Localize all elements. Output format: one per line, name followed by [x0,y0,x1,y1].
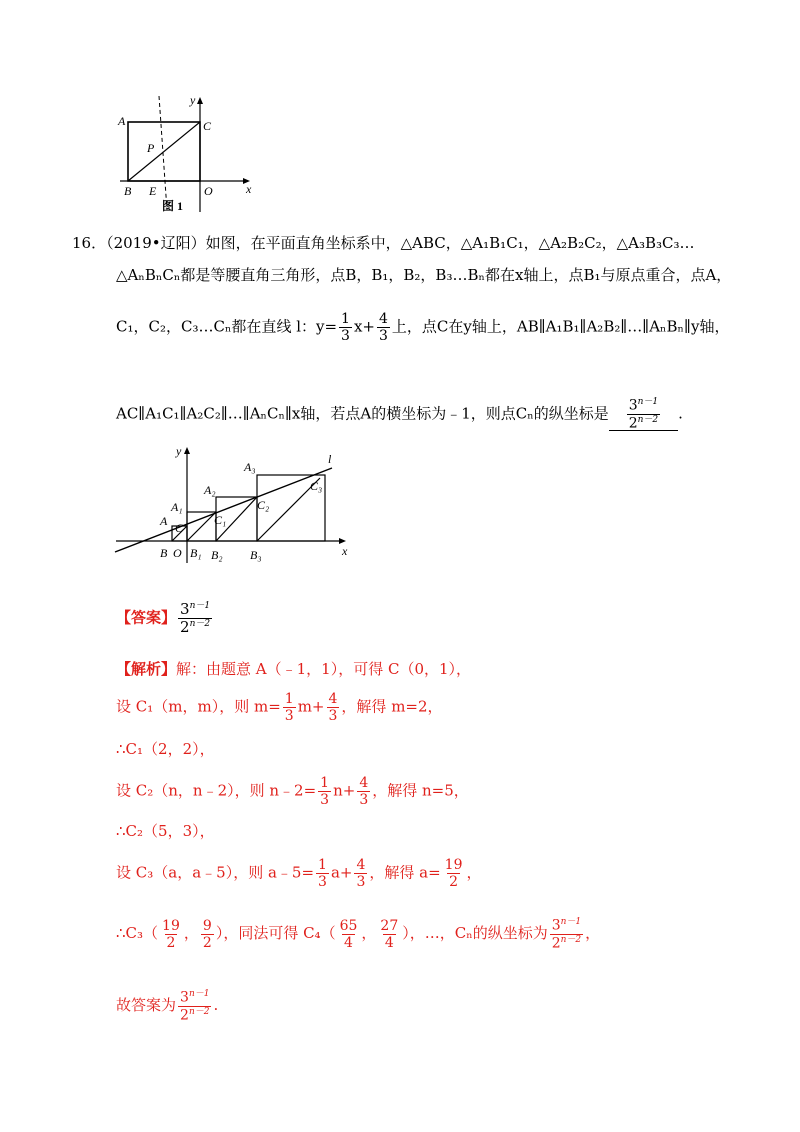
fig2-label-C1: C₁ [214,513,227,527]
fig2-label-C3: C₃ [310,479,323,493]
solution-line-4: 设 C₂（n，n﹣2），则 n﹣2= $\frac{1}{3}$ n+ $\frac{4}{3}$ ，解得 n=5， [116,775,469,808]
fig2-label-x: x [342,544,348,558]
solution-line-8: 故答案为 $\frac{3^{n-1}}{2^{n-2}}$ . [116,989,219,1024]
fraction-1-3: $\frac{1}{3}$ [341,311,350,344]
fig2-label-l: l [328,452,332,466]
fig2-label-C: C [175,521,184,535]
fig2-label-B: B [160,546,168,560]
fig1-label-O: O [204,184,213,198]
problem-line-1 [72,232,695,254]
fig1-label-C: C [203,119,212,133]
fig1-label-E: E [149,184,157,198]
fig2-label-A3: A₃ [244,460,256,474]
problem-number: 16． [72,234,107,252]
fig2-label-y: y [176,444,182,458]
fraction-4-3: $\frac{4}{3}$ [379,311,388,344]
solution-line-1: 【解析】解：由题意 A（﹣1，1），可得 C（0，1）， [116,660,472,678]
fig2-label-B3: B₃ [250,548,262,562]
solution-line-2: 设 C₁（m，m），则 m= $\frac{1}{3}$ m+ $\frac{4}{3}$ ，解得 m=2， [116,691,443,724]
problem-line-2: △AₙBₙCₙ都是等腰直角三角形，点B，B₁，B₂，B₃…Bₙ都在x轴上，点B₁与原点重合，点A， [116,266,732,284]
fig1-label-A: A [118,114,126,128]
answer-line [116,602,214,635]
fig2-label-A1: A₁ [171,500,183,514]
solution-line-5: ∴C₂（5，3）， [116,822,215,840]
figure-1 [112,92,262,217]
fig1-label-P: P [147,141,155,155]
problem-line-3: C₁，C₂，C₃…Cₙ都在直线 l：y= $\frac{1}{3}$ x+ $\frac{4}{3}$ 上，点C在y轴上，AB∥A₁B₁∥A₂B₂∥…∥AₙBₙ∥y轴， [116,311,730,344]
fig1-label-y: y [190,93,196,107]
problem-text-1: 如图，在平面直角坐标系中，△ABC，△A₁B₁C₁，△A₂B₂C₂，△A₃B₃C₃… [205,234,695,252]
fig1-caption: 图 1 [162,199,184,213]
fig2-label-B2: B₂ [211,548,223,562]
answer-fraction: $\frac{3^{n-1}}{2^{n-2}}$ [180,600,211,636]
figure-2 [110,443,360,565]
solution-label: 【解析】 [116,660,177,678]
fig2-label-O: O [173,546,182,560]
answer-label: 【答案】 [116,608,177,627]
problem-line-4: AC∥A₁C₁∥A₂C₂∥…∥AₙCₙ∥x轴，若点A的横坐标为﹣1，则点Cₙ的纵坐标是 $\frac{3^{n-1}}{2^{n-2}}$ . [116,397,683,432]
fig2-label-A: A [160,514,168,528]
fig2-label-B1: B₁ [190,546,202,560]
solution-line-6: 设 C₃（a，a﹣5），则 a﹣5= $\frac{1}{3}$ a+ $\frac{4}{3}$ ，解得 a= $\frac{19}{2}$ ， [116,857,482,890]
solution-line-3: ∴C₁（2，2）， [116,740,215,758]
solution-line-7: ∴C₃（ $\frac{19}{2}$ ， $\frac{9}{2}$ ），同法可得 C₄（ $\frac{65}{4}$ ， $\frac{27}{4}$ ），…，Cₙ的纵坐标为 $\frac{3^{n-1}}{2^{n-2}}$ ， [116,917,601,952]
fig2-label-A2: A₂ [204,483,216,497]
answer-blank: $\frac{3^{n-1}}{2^{n-2}}$ [609,398,678,431]
fig2-label-C2: C₂ [257,498,270,512]
fig1-label-x: x [246,182,252,196]
problem-source: （2019•辽阳） [106,234,206,252]
fig1-label-B: B [124,184,132,198]
